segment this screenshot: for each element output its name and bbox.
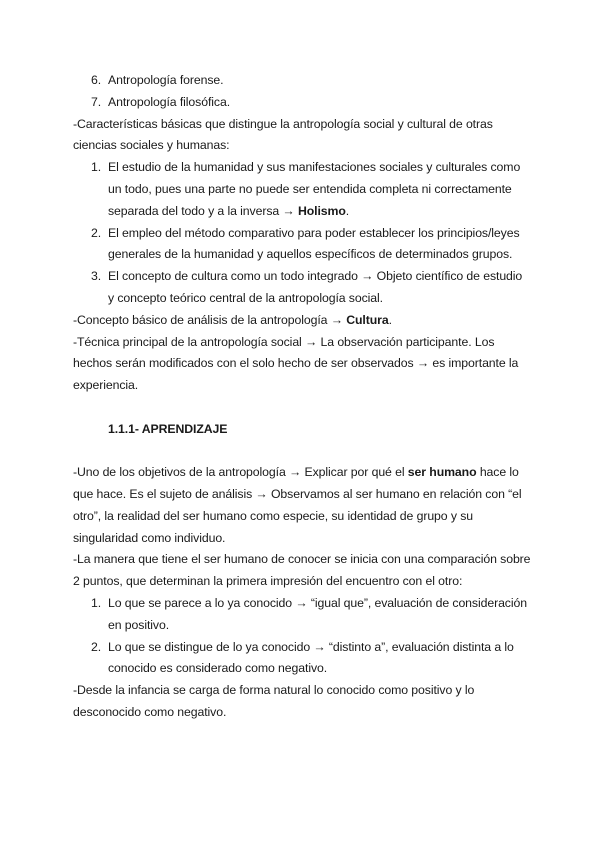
list-number: 1. <box>91 596 102 610</box>
paragraph-line: -Desde la infancia se carga de forma natural lo conocido como positivo y lo <box>73 683 475 697</box>
paragraph-line: que hace. Es el sujeto de análisis → Observamos al ser humano en relación con “el <box>73 487 522 501</box>
list-item-text <box>108 203 349 219</box>
paragraph-line: -Características básicas que distingue la antropología social y cultural de otras <box>73 117 493 131</box>
paragraph-line: ciencias sociales y humanas: <box>73 138 230 152</box>
paragraph-line: experiencia. <box>73 378 139 392</box>
list-item-text: Antropología forense. <box>108 73 224 87</box>
list-number: 3. <box>91 269 102 283</box>
bold-term: Holismo <box>297 204 346 218</box>
list-item-text: El concepto de cultura como un todo integrado → Objeto científico de estudio <box>108 269 523 283</box>
list-item-text: El empleo del método comparativo para poder establecer los principios/leyes <box>108 226 520 240</box>
list-number: 2. <box>91 226 102 240</box>
list-item-text: y concepto teórico central de la antropología social. <box>108 291 383 305</box>
paragraph-line <box>73 464 519 480</box>
text-segment: -Uno de los objetivos de la antropología → Explicar por qué el <box>73 465 408 479</box>
paragraph-line: -La manera que tiene el ser humano de conocer se inicia con una comparación sobre <box>73 552 531 566</box>
list-item-text: conocido es considerado como negativo. <box>108 661 328 675</box>
list-number: 1. <box>91 160 102 174</box>
paragraph-line: 2 puntos, que determinan la primera impresión del encuentro con el otro: <box>73 574 463 588</box>
list-number: 6. <box>91 73 102 87</box>
list-item-text: Antropología filosófica. <box>108 95 231 109</box>
text-segment: . <box>388 313 392 327</box>
paragraph-line: singularidad como individuo. <box>73 531 226 545</box>
text-segment: separada del todo y a la inversa → <box>108 204 298 218</box>
list-item-text: Lo que se parece a lo ya conocido → “igual que”, evaluación de consideración <box>108 596 527 610</box>
bold-term: Cultura <box>346 313 389 327</box>
section-heading: 1.1.1- APRENDIZAJE <box>108 422 228 436</box>
list-item-text: El estudio de la humanidad y sus manifestaciones sociales y culturales como <box>108 160 521 174</box>
paragraph-line: hechos serán modificados con el solo hecho de ser observados → es importante la <box>73 356 519 370</box>
list-item-text: en positivo. <box>108 618 170 632</box>
paragraph-line: otro”, la realidad del ser humano como especie, su identidad de grupo y su <box>73 509 474 523</box>
list-number: 2. <box>91 640 102 654</box>
list-item-text: un todo, pues una parte no puede ser entendida completa ni correctamente <box>108 182 512 196</box>
bold-term: ser humano <box>407 465 477 479</box>
paragraph-line <box>73 312 392 328</box>
text-segment: hace lo <box>476 465 519 479</box>
paragraph-line: desconocido como negativo. <box>73 705 227 719</box>
text-segment: -Concepto básico de análisis de la antropología → <box>73 313 347 327</box>
list-item-text: Lo que se distingue de lo ya conocido → “distinto a”, evaluación distinta a lo <box>108 640 514 654</box>
list-number: 7. <box>91 95 102 109</box>
list-item-text: generales de la humanidad y aquellos específicos de determinados grupos. <box>108 247 513 261</box>
paragraph-line: -Técnica principal de la antropología social → La observación participante. Los <box>73 335 495 349</box>
text-segment: . <box>345 204 350 218</box>
